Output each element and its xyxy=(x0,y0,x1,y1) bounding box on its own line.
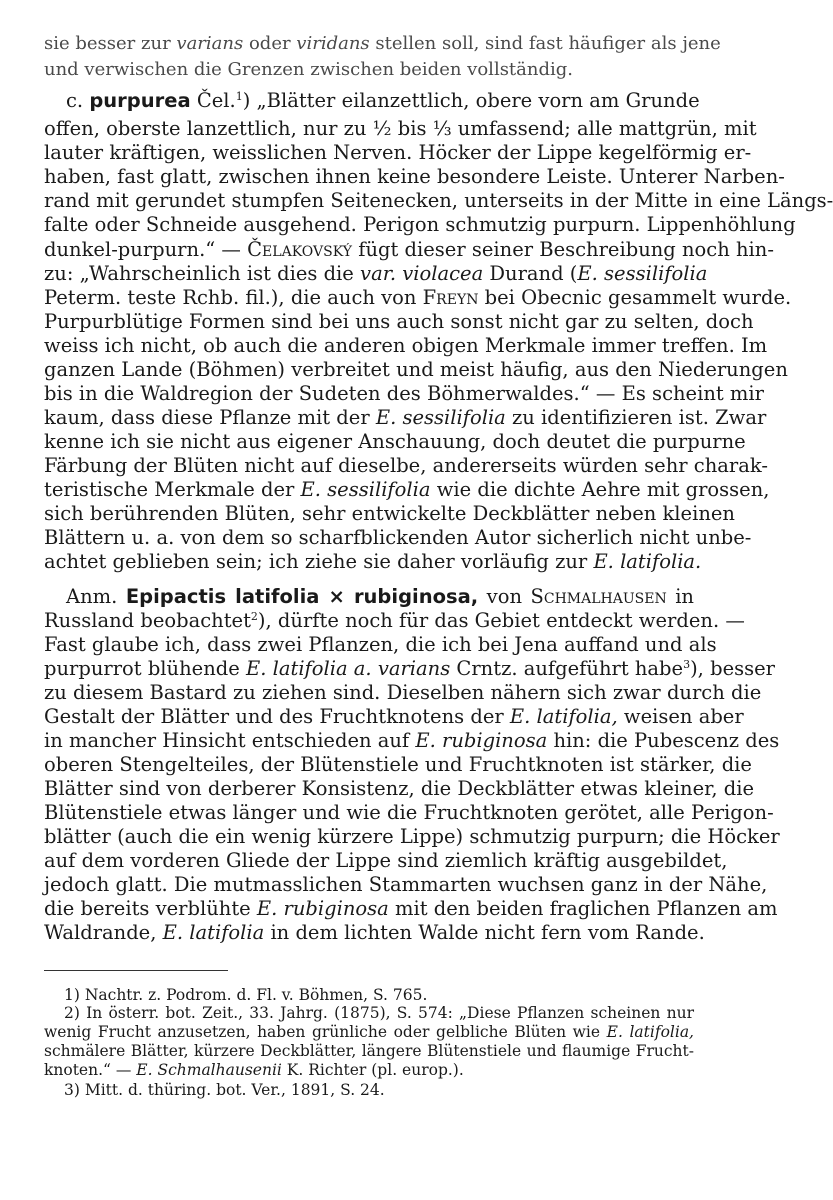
text-run: zu: „Wahrscheinlich ist dies die xyxy=(44,262,361,285)
text-run: purpurea xyxy=(89,89,191,112)
text-run: weiss ich nicht, ob auch die anderen obigen Merkmale immer treffen. Im xyxy=(44,334,768,357)
text-run: viridans xyxy=(296,33,370,54)
text-run: 1) Nachtr. z. Podrom. d. Fl. v. Böhmen, S. 765. xyxy=(64,986,428,1004)
body-line xyxy=(44,58,694,82)
text-run: 2) In österr. bot. Zeit., 33. Jahrg. (1875), S. 574: „Diese Pflanzen scheinen nur xyxy=(64,1004,694,1022)
text-run: sich berührenden Blüten, sehr entwickelte Deckblätter neben kleinen xyxy=(44,502,735,525)
text-run: die bereits verblühte xyxy=(44,897,257,920)
text-run: Gestalt der Blätter und des Fruchtknotens der xyxy=(44,705,510,728)
text-run: E. sessilifolia xyxy=(375,406,506,429)
text-run: Durand ( xyxy=(483,262,578,285)
footnote-line xyxy=(44,1060,694,1080)
text-run: bis in die Waldregion der Sudeten des Böhmerwaldes.“ — Es scheint mir xyxy=(44,382,764,405)
body-line xyxy=(44,358,788,382)
body-line xyxy=(44,478,770,502)
text-run: 2 xyxy=(250,610,258,623)
text-run: mit den beiden fraglichen Pflanzen am xyxy=(388,897,778,920)
text-run: Freyn xyxy=(422,286,479,309)
text-run: oder xyxy=(243,33,297,54)
text-run: E. Schmalhausenii xyxy=(136,1061,282,1079)
body-line xyxy=(44,753,752,777)
text-run: Anm. xyxy=(66,585,126,608)
body-line xyxy=(44,310,754,334)
body-line xyxy=(44,633,717,657)
text-run: von xyxy=(478,585,531,608)
text-run: Čelakovský xyxy=(247,238,353,261)
text-run: ganzen Lande (Böhmen) verbreitet und meist häufig, aus den Niederungen xyxy=(44,358,788,381)
text-run: Russland beobachtet xyxy=(44,609,251,632)
text-run: E. sessilifolia xyxy=(577,262,708,285)
text-run: wenig Frucht anzusetzen, haben grünliche oder gelbliche Blüten wie xyxy=(44,1023,607,1041)
body-line xyxy=(44,657,775,681)
text-run: E. sessilifolia xyxy=(300,478,431,501)
body-line xyxy=(44,502,735,526)
text-run: bei Obecnic gesammelt wurde. xyxy=(478,286,792,309)
text-run: stellen soll, sind fast häufiger als jene xyxy=(369,33,721,54)
body-line xyxy=(44,189,833,213)
text-run: E. latifolia a. varians xyxy=(245,657,451,680)
body-line xyxy=(44,165,785,189)
text-run: zu diesem Bastard zu ziehen sind. Dieselben nähern sich zwar durch die xyxy=(44,681,762,704)
footnote-line xyxy=(44,1041,694,1061)
footnote-line xyxy=(64,1080,694,1100)
text-run: lauter kräftigen, weisslichen Nerven. Höcker der Lippe kegelförmig er- xyxy=(44,141,752,164)
text-run: haben, fast glatt, zwischen ihnen keine besondere Leiste. Unterer Narben- xyxy=(44,165,785,188)
body-line xyxy=(44,32,721,56)
body-line xyxy=(44,213,796,237)
text-run: Waldrande, xyxy=(44,921,163,944)
text-run: Fast glaube ich, dass zwei Pflanzen, die ich bei Jena auffand und als xyxy=(44,633,717,656)
body-line xyxy=(44,705,744,729)
body-line xyxy=(44,262,708,286)
footnote-line xyxy=(64,1003,694,1023)
body-line xyxy=(44,334,768,358)
body-line xyxy=(44,609,745,633)
body-line xyxy=(44,286,792,310)
text-run: E. latifolia, xyxy=(606,1023,694,1041)
text-run: sie besser zur xyxy=(44,33,177,54)
text-run: in mancher Hinsicht entschieden auf xyxy=(44,729,416,752)
body-line xyxy=(44,454,768,478)
text-run: oberen Stengelteiles, der Blütenstiele und Fruchtknoten ist stärker, die xyxy=(44,753,752,776)
text-run: schmälere Blätter, kürzere Deckblätter, längere Blütenstiele und flaumige Frucht- xyxy=(44,1042,694,1060)
text-run: var. violacea xyxy=(360,262,484,285)
body-line xyxy=(66,89,700,113)
text-run: achtet geblieben sein; ich ziehe sie daher vorläufig zur xyxy=(44,550,594,573)
text-run: rand mit gerundet stumpfen Seitenecken, unterseits in der Mitte in eine Längs- xyxy=(44,189,833,212)
text-run: Crntz. aufgeführt habe xyxy=(450,657,684,680)
text-run: Peterm. teste Rchb. fil.), die auch von xyxy=(44,286,423,309)
text-run: Färbung der Blüten nicht auf dieselbe, andererseits würden sehr charak- xyxy=(44,454,768,477)
text-run: ), besser xyxy=(690,657,775,680)
text-run: falte oder Schneide ausgehend. Perigon schmutzig purpurn. Lippenhöhlung xyxy=(44,213,796,236)
text-run: E. latifolia, xyxy=(509,705,618,728)
text-run: c. xyxy=(66,89,90,112)
text-run: E. latifolia xyxy=(162,921,265,944)
text-run: Epipactis latifolia × rubiginosa, xyxy=(125,585,479,608)
body-line xyxy=(44,921,705,945)
text-run: 3) Mitt. d. thüring. bot. Ver., 1891, S. 24. xyxy=(64,1081,385,1099)
body-line xyxy=(44,238,774,262)
footnote-line xyxy=(64,985,694,1005)
text-run: offen, oberste lanzettlich, nur zu ½ bis ⅓ umfassend; alle mattgrün, mit xyxy=(44,117,757,140)
text-run: ) „Blätter eilanzettlich, obere vorn am Grunde xyxy=(242,89,700,112)
text-run: wie die dichte Aehre mit grossen, xyxy=(430,478,770,501)
text-run: und verwischen die Grenzen zwischen beiden vollständig. xyxy=(44,59,574,80)
text-run: purpurrot blühende xyxy=(44,657,246,680)
text-run: E. rubiginosa xyxy=(415,729,548,752)
body-line xyxy=(44,801,774,825)
body-line xyxy=(66,585,694,609)
text-run: knoten.“ — xyxy=(44,1061,137,1079)
body-line xyxy=(44,849,728,873)
text-run: E. rubiginosa xyxy=(256,897,389,920)
text-run: kenne ich sie nicht aus eigener Anschauung, doch deutet die purpurne xyxy=(44,430,746,453)
text-run: Čel. xyxy=(190,89,236,112)
body-line xyxy=(44,406,767,430)
text-run: hin: die Pubescenz des xyxy=(547,729,780,752)
text-run: blätter (auch die ein wenig kürzere Lippe) schmutzig purpurn; die Höcker xyxy=(44,825,780,848)
body-line xyxy=(44,382,764,406)
text-run: in xyxy=(666,585,694,608)
text-run: ), dürfte noch für das Gebiet entdeckt werden. — xyxy=(257,609,745,632)
text-run: teristische Merkmale der xyxy=(44,478,301,501)
text-run: fügt dieser seiner Beschreibung noch hin- xyxy=(352,238,774,261)
footnote-divider xyxy=(44,970,228,971)
body-line xyxy=(44,550,702,574)
text-run: in dem lichten Walde nicht fern vom Rande. xyxy=(264,921,705,944)
text-run: Blütenstiele etwas länger und wie die Fruchtknoten gerötet, alle Perigon- xyxy=(44,801,774,824)
text-run: 3 xyxy=(683,658,691,671)
text-run: dunkel-purpurn.“ — xyxy=(44,238,248,261)
text-run: K. Richter (pl. europ.). xyxy=(281,1061,464,1079)
text-run: zu identifizieren ist. Zwar xyxy=(505,406,767,429)
body-line xyxy=(44,117,757,141)
text-run: Schmalhausen xyxy=(530,585,667,608)
text-run: auf dem vorderen Gliede der Lippe sind ziemlich kräftig ausgebildet, xyxy=(44,849,728,872)
text-run: jedoch glatt. Die mutmasslichen Stammarten wuchsen ganz in der Nähe, xyxy=(44,873,768,896)
text-run: 1 xyxy=(235,90,243,103)
body-line xyxy=(44,897,778,921)
body-line xyxy=(44,141,752,165)
body-line xyxy=(44,526,752,550)
text-run: Purpurblütige Formen sind bei uns auch sonst nicht gar zu selten, doch xyxy=(44,310,754,333)
body-line xyxy=(44,729,780,753)
text-run: kaum, dass diese Pflanze mit der xyxy=(44,406,376,429)
text-run: varians xyxy=(176,33,244,54)
body-line xyxy=(44,777,754,801)
body-line xyxy=(44,825,780,849)
body-line xyxy=(44,681,762,705)
text-run: E. latifolia. xyxy=(593,550,702,573)
text-run: Blättern u. a. von dem so scharfblickenden Autor sicherlich nicht unbe- xyxy=(44,526,752,549)
footnote-line xyxy=(44,1022,694,1042)
body-line xyxy=(44,430,746,454)
body-line xyxy=(44,873,768,897)
text-run: weisen aber xyxy=(617,705,744,728)
text-run: Blätter sind von derberer Konsistenz, die Deckblätter etwas kleiner, die xyxy=(44,777,754,800)
